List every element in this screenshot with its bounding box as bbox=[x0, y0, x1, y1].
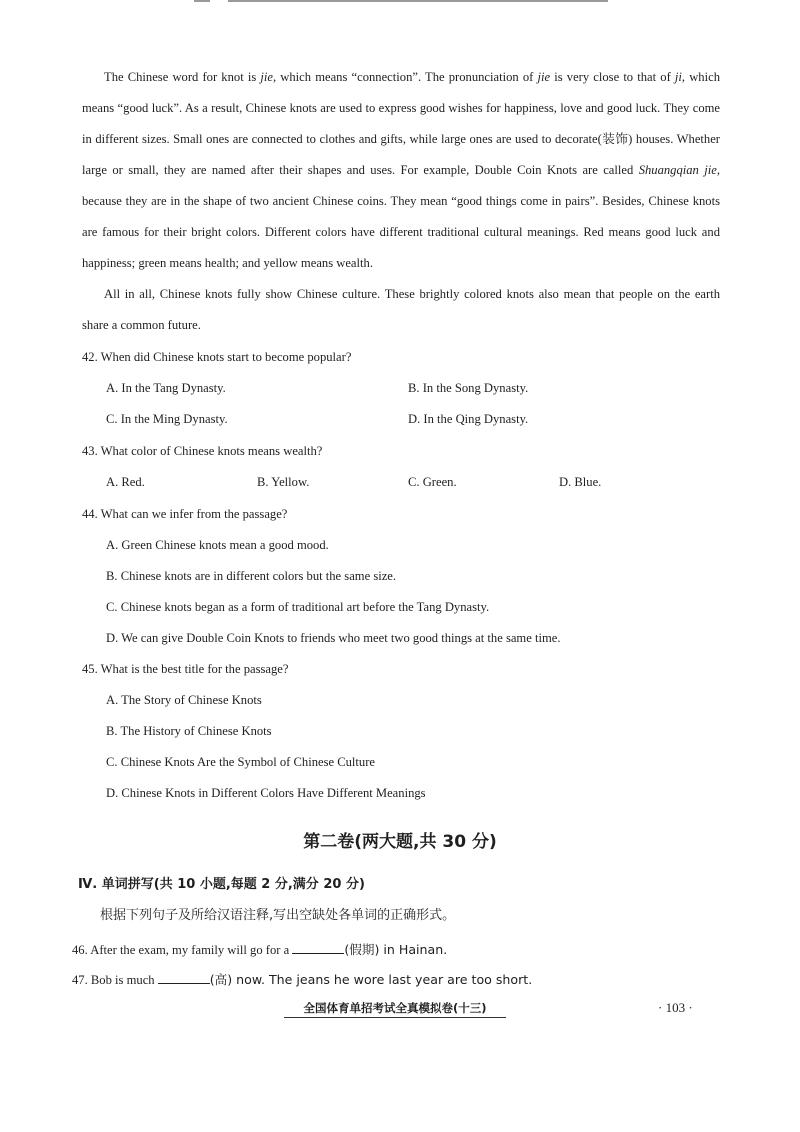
question-42-option-a: A. In the Tang Dynasty. bbox=[106, 381, 226, 395]
question-45-option-a: A. The Story of Chinese Knots bbox=[106, 693, 262, 707]
question-43-option-b: B. Yellow. bbox=[257, 475, 310, 489]
question-42-option-c: C. In the Ming Dynasty. bbox=[106, 412, 228, 426]
question-44-option-d: D. We can give Double Coin Knots to friends who meet two good things at the same time. bbox=[106, 631, 561, 645]
question-47-blank[interactable] bbox=[158, 971, 210, 984]
question-45-stem: 45. What is the best title for the passage? bbox=[82, 662, 289, 676]
passage-paragraph-1: The Chinese word for knot is jie, which means “connection”. The pronunciation of jie is very close to that of ji, which means “good luck”. As a result, Chinese knots are used to express good wishes for happiness, love and good luck. They come in different sizes. Small ones are connected to clothes and gifts, while large ones are used to decorate(装饰) houses. Whether large or small, they are named after their shapes and uses. For example, Double Coin Knots are called Shuangqian jie, because they are in the shape of two ancient Chinese coins. They mean “good things come in pairs”. Besides, Chinese knots are famous for their bright colors. Different colors have different traditional cultural meanings. Red means good luck and happiness; green means health; and yellow means wealth. bbox=[82, 70, 720, 270]
question-46 bbox=[72, 941, 447, 958]
question-44-option-b: B. Chinese knots are in different colors but the same size. bbox=[106, 569, 397, 583]
question-47 bbox=[72, 971, 532, 988]
top-rule-right bbox=[228, 0, 608, 2]
question-45-option-c: C. Chinese Knots Are the Symbol of Chinese Culture bbox=[106, 755, 375, 769]
section-2-title: 第二卷(两大题,共 30 分) bbox=[303, 832, 497, 852]
question-46-blank[interactable] bbox=[292, 941, 344, 954]
question-46-text-before: After the exam, my family will go for a bbox=[90, 943, 293, 957]
question-45-option-d: D. Chinese Knots in Different Colors Have Different Meanings bbox=[106, 786, 426, 800]
question-46-text-after: (假期) in Hainan. bbox=[344, 942, 448, 957]
question-47-text-before: Bob is much bbox=[90, 973, 158, 987]
question-43-option-a: A. Red. bbox=[106, 475, 145, 489]
part-4-heading: Ⅳ. 单词拼写(共 10 小题,每题 2 分,满分 20 分) bbox=[78, 877, 365, 892]
question-45-option-b: B. The History of Chinese Knots bbox=[106, 724, 272, 738]
question-47-number: 47. bbox=[72, 973, 88, 987]
question-42-option-b: B. In the Song Dynasty. bbox=[408, 381, 529, 395]
page-number: · 103 · bbox=[658, 1000, 693, 1015]
part-4-instruction: 根据下列句子及所给汉语注释,写出空缺处各单词的正确形式。 bbox=[100, 908, 456, 923]
question-44-option-c: C. Chinese knots began as a form of traditional art before the Tang Dynasty. bbox=[106, 600, 490, 614]
top-rule-left bbox=[194, 0, 210, 2]
question-42-stem: 42. When did Chinese knots start to become popular? bbox=[82, 350, 352, 364]
question-43-option-c: C. Green. bbox=[408, 475, 457, 489]
question-46-number: 46. bbox=[72, 943, 88, 957]
question-43-option-d: D. Blue. bbox=[559, 475, 602, 489]
question-47-text-after: (高) now. The jeans he wore last year are too short. bbox=[209, 972, 533, 987]
question-43-stem: 43. What color of Chinese knots means wealth? bbox=[82, 444, 323, 458]
question-42-option-d: D. In the Qing Dynasty. bbox=[408, 412, 529, 426]
question-44-option-a: A. Green Chinese knots mean a good mood. bbox=[106, 538, 329, 552]
passage-paragraph-2: All in all, Chinese knots fully show Chinese culture. These brightly colored knots also mean that people on the earth share a common future. bbox=[82, 287, 720, 332]
footer-title: 全国体育单招考试全真模拟卷(十三) bbox=[284, 1000, 506, 1018]
question-44-stem: 44. What can we infer from the passage? bbox=[82, 507, 288, 521]
